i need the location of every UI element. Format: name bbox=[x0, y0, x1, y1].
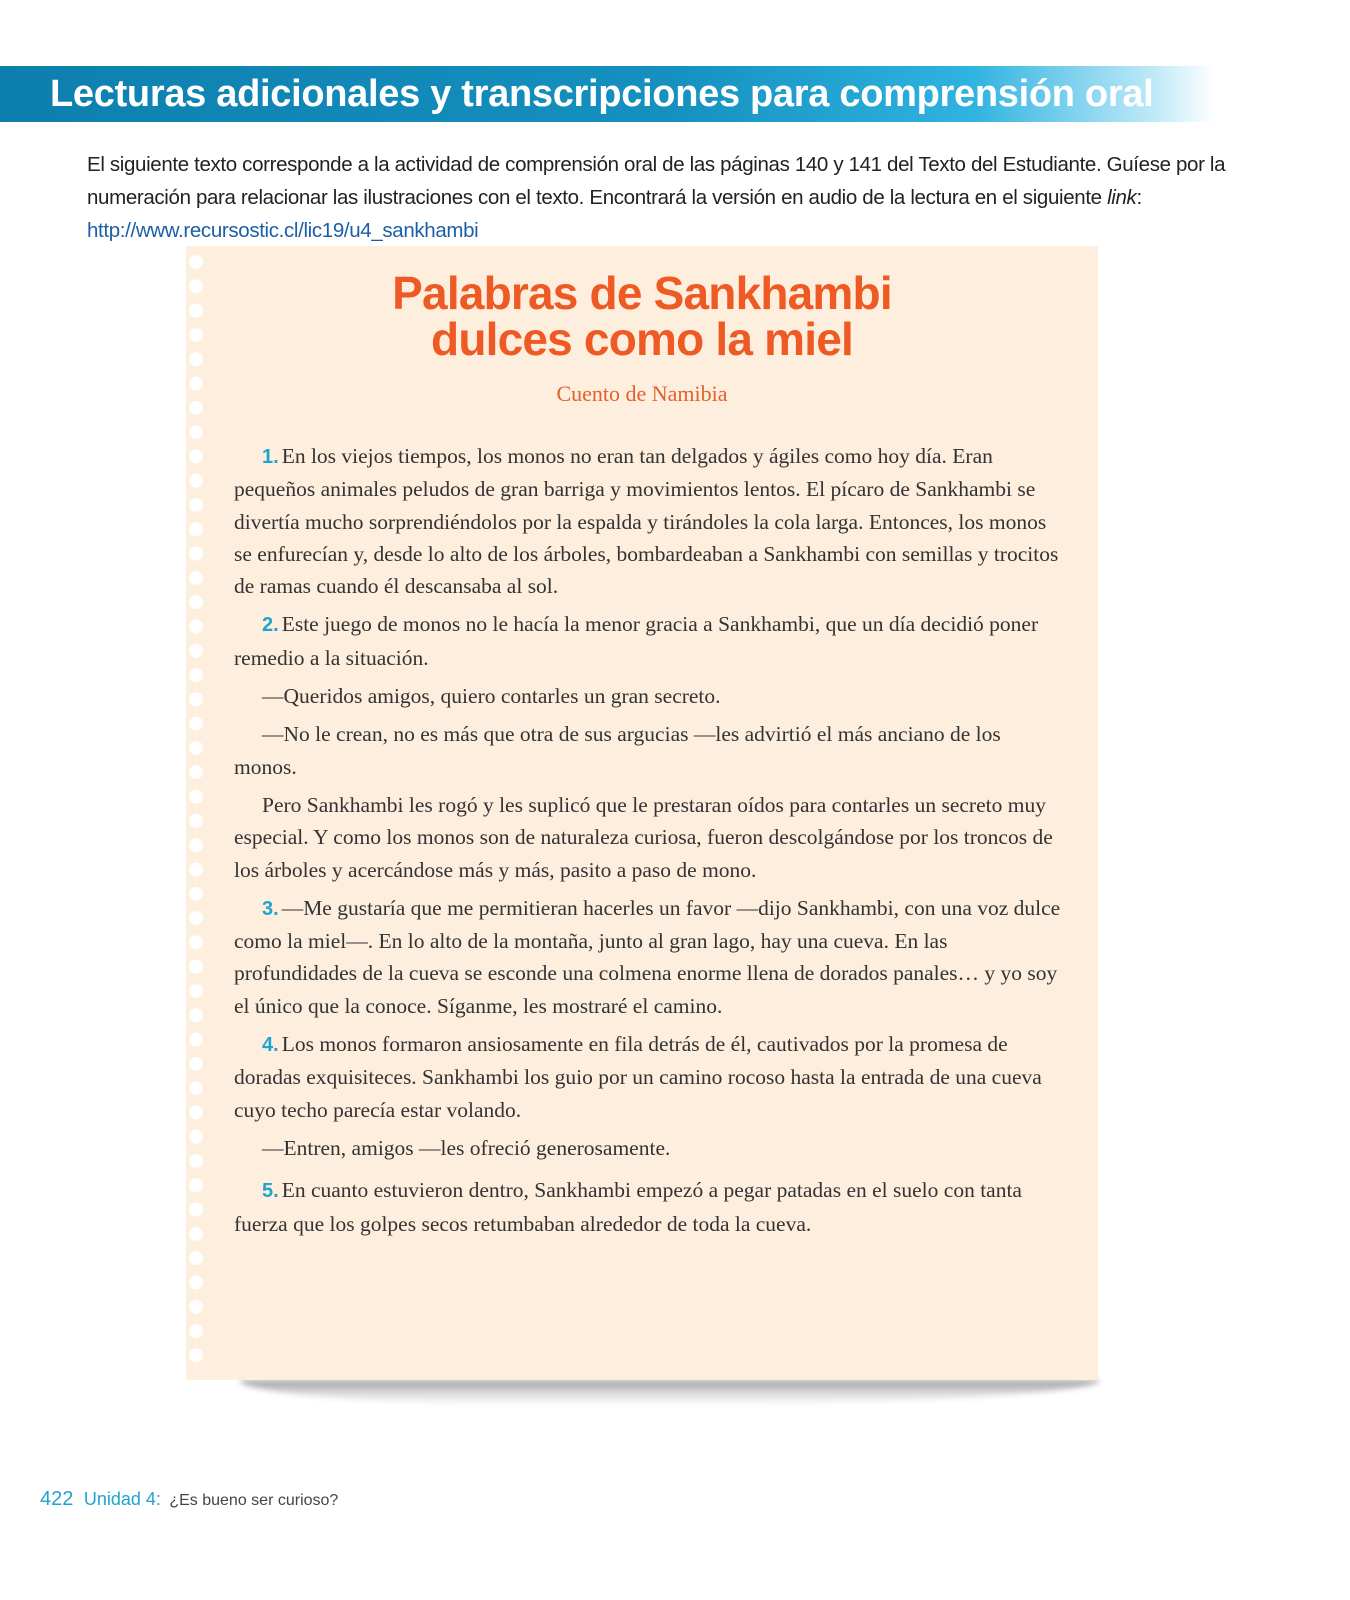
story-paragraph-4 bbox=[234, 1028, 1064, 1126]
paragraph-number: 3. bbox=[262, 897, 279, 920]
paragraph-text: En cuanto estuvieron dentro, Sankhambi empezó a pegar patadas en el suelo con tanta fuerza que los golpes secos retumbaban alrededor de toda la cueva. bbox=[234, 1178, 1022, 1236]
section-banner bbox=[0, 66, 1215, 122]
story-subtitle: Cuento de Namibia bbox=[556, 381, 728, 406]
paragraph-text: Los monos formaron ansiosamente en fila detrás de él, cautivados por la promesa de doradas exquisiteces. Sankhambi los guio por un camino rocoso hasta la entrada de una cueva cuyo techo parecía estar volando. bbox=[234, 1032, 1042, 1122]
page-number: 422 bbox=[40, 1488, 74, 1510]
audio-link[interactable]: http://www.recursostic.cl/lic19/u4_sankhambi bbox=[87, 219, 479, 242]
paragraph-number: 2. bbox=[262, 614, 279, 637]
story-title-line-2: dulces como la miel bbox=[431, 313, 853, 365]
paragraph-number: 5. bbox=[262, 1180, 279, 1203]
story-dialogue-2 bbox=[234, 718, 1064, 783]
intro-paragraph bbox=[87, 148, 1267, 247]
page-footer bbox=[40, 1488, 338, 1511]
paragraph-text: —Entren, amigos —les ofreció generosamente. bbox=[262, 1135, 671, 1160]
notebook-holes bbox=[186, 252, 208, 1372]
paragraph-text: —No le crean, no es más que otra de sus argucias —les advirtió el más anciano de los monos. bbox=[234, 722, 1001, 779]
story-dialogue-1 bbox=[234, 680, 1064, 712]
story-paragraph-3 bbox=[234, 892, 1064, 1022]
unit-title: ¿Es bueno ser curioso? bbox=[169, 1492, 339, 1509]
story-paragraph-5 bbox=[234, 1174, 1064, 1240]
paragraph-text: —Me gustaría que me permitieran hacerles un favor —dijo Sankhambi, con una voz dulce como la miel—. En lo alto de la montaña, junto al gran lago, hay una cueva. En las profundidades de la cueva se esconde una colmena enorme llena de dorados panales… y yo soy el único que la conoce. Síganme, les mostraré el camino. bbox=[234, 895, 1061, 1018]
story-paragraph-1 bbox=[234, 440, 1064, 602]
paper-shadow bbox=[240, 1380, 1100, 1406]
story-body bbox=[234, 440, 1064, 1246]
section-title: Lecturas adicionales y transcripciones para comprensión oral bbox=[50, 73, 1154, 115]
story-title bbox=[0, 267, 1284, 365]
story-paragraph-plain bbox=[234, 789, 1064, 886]
paragraph-text: Este juego de monos no le hacía la menor gracia a Sankhambi, que un día decidió poner remedio a la situación. bbox=[234, 612, 1039, 670]
intro-colon: : bbox=[1136, 186, 1142, 209]
story-dialogue-3 bbox=[234, 1132, 1064, 1164]
paragraph-text: Pero Sankhambi les rogó y les suplicó que le prestaran oídos para contarles un secreto muy especial. Y como los monos son de naturaleza curiosa, fueron descolgándose por los troncos de los árboles y acercándose más y más, pasito a paso de mono. bbox=[234, 792, 1053, 882]
paragraph-text: —Queridos amigos, quiero contarles un gran secreto. bbox=[262, 684, 721, 709]
unit-label: Unidad 4: bbox=[83, 1489, 161, 1509]
story-paragraph-2 bbox=[234, 608, 1064, 674]
story-title-line-1: Palabras de Sankhambi bbox=[392, 267, 892, 319]
paragraph-number: 1. bbox=[262, 446, 279, 468]
intro-text: El siguiente texto corresponde a la actividad de comprensión oral de las páginas 140 y 141 del Texto del Estudiante. Guíese por la numeración para relacionar las ilustraciones con el texto. Encontrará la versión en audio de la lectura en el siguiente bbox=[87, 153, 1226, 209]
link-word: link bbox=[1107, 186, 1137, 209]
paragraph-text: En los viejos tiempos, los monos no eran tan delgados y ágiles como hoy día. Eran pequeños animales peludos de gran barriga y movimientos lentos. El pícaro de Sankhambi se divertía mucho sorprendiéndolos por la espalda y tirándoles la cola larga. Entonces, los monos se enfurecían y, desde lo alto de los árboles, bombardeaban a Sankhambi con semillas y trocitos de ramas cuando él descansaba al sol. bbox=[234, 444, 1059, 599]
paragraph-number: 4. bbox=[262, 1034, 279, 1057]
